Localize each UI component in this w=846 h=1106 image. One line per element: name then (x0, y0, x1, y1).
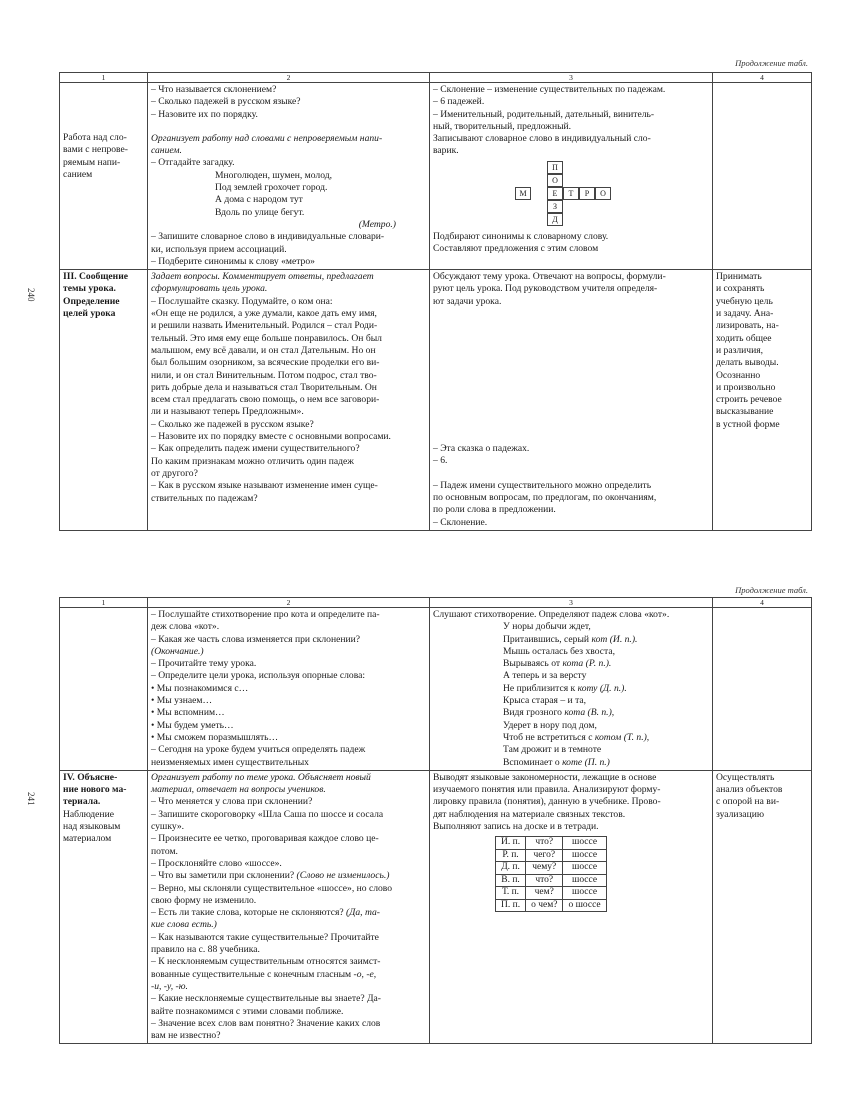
table-row: Т. п. чем? шоссе (496, 887, 607, 900)
lesson-table (59, 597, 812, 1044)
column-number: 4 (713, 598, 812, 608)
uud-cell (713, 83, 812, 270)
teacher-cell: Организует работу по теме урока. Объясняет новый материал, отвечает на вопросы учеников. – Что меняется у слова при склонении? – Запишите скороговорку «Шла Саша по шоссе и сосала сушку». – Произнесите ее четко, проговаривая каждое слово це- потом. – Просклоняйте слово «шоссе». – Что вы заметили при склонении? (Слово не изменилось.) – Верно, мы склоняли существительное «шоссе», но слово свою форму не изменило. – Есть ли такие слова, которые не склоняются? (Да, та- кие слова есть.) – Как называются такие существительные? Прочитайте правило на с. 88 учебника. – К несклоняемым существительным относятся заимст- вованные существительные с конечным гласным -о, -е, -и, -у, -ю. – Какие несклоняемые существительные вы знаете? Да- вайте познакомимся с этими словами поближе. – Значение всех слов вам понятно? Значение каких слов вам не известно? (148, 770, 430, 1044)
column-number: 3 (430, 73, 713, 83)
table-row: И. п. что? шоссе (496, 837, 607, 850)
column-number: 3 (430, 598, 713, 608)
students-cell: Выводят языковые закономерности, лежащие в основе изучаемого понятия или правила. Анализируют форму- лировку правила (понятия), данную в учебнике. Прово- дят наблюдения на материале связных текстов. Выполняют запись на доске и в тетради. И. п. что? шоссе Р. п. чего? шоссе Д. п. чему? шоссе В. п. что? шоссе Т. п. чем? шоссе П. п. о чем? о шоссе (430, 770, 713, 1044)
stage-cell: III. Сообщение темы урока. Определение целей урока (60, 270, 148, 531)
uud-cell (713, 608, 812, 771)
table-row: П. п. о чем? о шоссе (496, 899, 607, 912)
students-cell: Обсуждают тему урока. Отвечают на вопросы, формули- руют цель урока. Под руководством учителя определя- ют задачи урока. – Эта сказка о падежах. – 6. – Падеж имени существительного можно определить по основным вопросам, по предлогам, по окончаниям, по роли слова в предложении. – Склонение. (430, 270, 713, 531)
table-row (60, 608, 812, 771)
teacher-cell: – Что называется склонением? – Сколько падежей в русском языке? – Назовите их по порядку. Организует работу над словами с непроверяемым напи- санием. – Отгадайте загадку. Многолюден, шумен, молод, Под землей грохочет город. А дома с народом тут Вдоль по улице бегут. (Метро.) – Запишите словарное слово в индивидуальные словари- ки, используя прием ассоциаций. – Подберите синонимы к слову «метро» (148, 83, 430, 270)
crossword-metro: П О М Е Т Р О З Д (515, 161, 675, 231)
column-numbers-row (60, 73, 812, 83)
column-number: 2 (148, 598, 430, 608)
page-240 (0, 0, 846, 540)
riddle-answer: (Метро.) (358, 218, 396, 230)
page-number: 241 (26, 792, 36, 806)
stage-cell: Работа над сло- вами с непрове- ряемым напи- санием (60, 83, 148, 270)
stage-cell (60, 608, 148, 771)
column-number: 1 (60, 598, 148, 608)
lesson-table (59, 72, 812, 531)
page-241 (0, 580, 846, 1106)
table-row: Р. п. чего? шоссе (496, 849, 607, 862)
column-numbers-row (60, 598, 812, 608)
case-table (495, 836, 607, 912)
table-row (60, 83, 812, 270)
uud-cell: Принимать и сохранять учебную цель и задачу. Ана- лизировать, на- ходить общее и различия, делать выводы. Осознанно и произвольно строить речевое высказывание в устной форме (713, 270, 812, 531)
continuation-label: Продолжение табл. (735, 585, 808, 595)
table-row: В. п. что? шоссе (496, 874, 607, 887)
column-number: 4 (713, 73, 812, 83)
table-row (60, 770, 812, 1044)
table-row (60, 270, 812, 531)
uud-cell: Осуществлять анализ объектов с опорой на ви- зуализацию (713, 770, 812, 1044)
teacher-cell: Задает вопросы. Комментирует ответы, предлагает сформулировать цель урока. – Послушайте сказку. Подумайте, о ком она: «Он еще не родился, а уже думали, какое дать ему имя, и решили назвать Именительный. Родился – стал Роди- тельный. Это имя ему еще больше понравилось. Он был малышом, ему всё давали, и он стал Дательным. Но он был большим озорником, за всяческие проделки его ви- нили, и он стал Винительным. Потом подрос, стал тво- рить добрые дела и называться стал Творительным. Он всем стал предлагать свою помощь, о нем все заговори- ли и называют теперь Предложным». – Сколько же падежей в русском языке? – Назовите их по порядку вместе с основными вопросами. – Как определить падеж имени существительного? По каким признакам можно отличить один падеж от другого? – Как в русском языке называют изменение имен суще- ствительных по падежам? (148, 270, 430, 531)
column-number: 2 (148, 73, 430, 83)
stage-cell: IV. Объясне- ние нового ма- териала. Наблюдение над языковым материалом (60, 770, 148, 1044)
students-cell: – Склонение – изменение существительных по падежам. – 6 падежей. – Именительный, родительный, дательный, винитель- ный, творительный, предложный. Записывают словарное слово в индивидуальный сло- варик. П О М Е Т Р О З Д Подбирают синонимы к словарному слову. Составляют предложения с этим словом (430, 83, 713, 270)
column-number: 1 (60, 73, 148, 83)
teacher-cell: – Послушайте стихотворение про кота и определите па- деж слова «кот». – Какая же часть слова изменяется при склонении? (Окончание.) – Прочитайте тему урока. – Определите цели урока, используя опорные слова: • Мы познакомимся с… • Мы узнаем… • Мы вспомним… • Мы будем уметь… • Мы сможем поразмышлять… – Сегодня на уроке будем учиться определять падеж неизменяемых имен существительных (148, 608, 430, 771)
page-number: 240 (26, 288, 36, 302)
table-row: Д. п. чему? шоссе (496, 862, 607, 875)
continuation-label: Продолжение табл. (735, 58, 808, 68)
students-cell: Слушают стихотворение. Определяют падеж слова «кот». У норы добычи ждет, Притаившись, серый кот (И. п.). Мышь осталась без хвоста, Вырываясь от кота (Р. п.). А теперь и за версту Не приблизится к коту (Д. п.). Крыса старая – и та, Видя грозного кота (В. п.), Удерет в нору под дом, Чтоб не встретиться с котом (Т. п.), Там дрожит и в темноте Вспоминает о коте (П. п.) (430, 608, 713, 771)
